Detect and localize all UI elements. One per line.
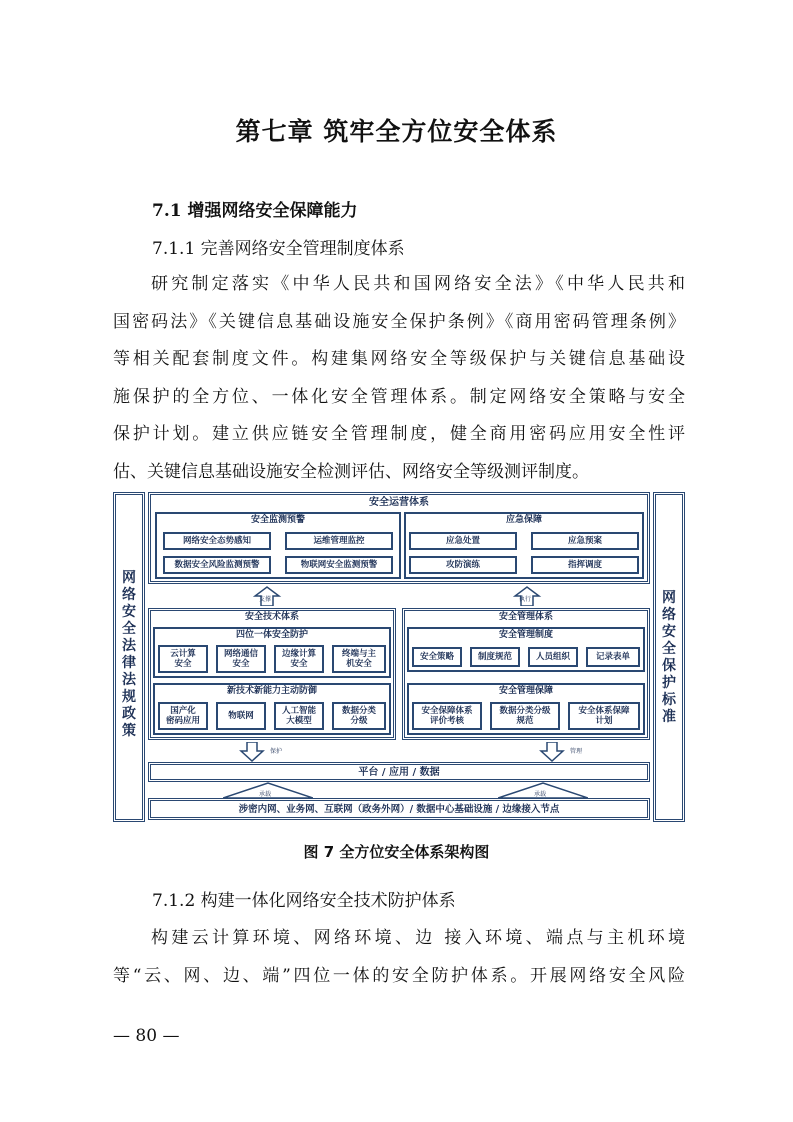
- monitor-item: 网络安全态势感知: [163, 532, 271, 550]
- four-in-one-item: 网络通信 安全: [216, 645, 266, 673]
- monitor-title: 安全监测预警: [250, 515, 305, 525]
- paragraph-line: 等相关配套制度文件。构建集网络安全等级保护与关键信息基础设: [113, 349, 685, 369]
- new-tech-title: 新技术新能力主动防御: [226, 686, 317, 696]
- paragraph-7-1-1: [113, 266, 685, 491]
- platform-label: 平台 / 应用 / 数据: [358, 766, 440, 778]
- mgmt-guard-item: 数据分类分级 规范: [490, 702, 560, 730]
- paragraph-line: 研究制定落实《中华人民共和国网络安全法》《中华人民共和: [151, 274, 685, 294]
- infra-label: 涉密内网、业务网、互联网（政务外网）/ 数据中心基础设施 / 边缘接入节点: [238, 803, 560, 815]
- paragraph-line: 保护计划。建立供应链安全管理制度，健全商用密码应用安全性评: [113, 424, 685, 444]
- mgmt-sys-item: 安全策略: [412, 647, 462, 667]
- monitor-item: 运维管理监控: [285, 532, 393, 550]
- mgmt-guard-title: 安全管理保障: [498, 686, 553, 696]
- response-title: 应急保障: [505, 515, 542, 525]
- mgmt-system-title: 安全管理体系: [498, 612, 553, 622]
- four-in-one-item: 终端与主 机安全: [332, 645, 386, 673]
- mgmt-guard-item: 安全体系保障 计划: [568, 702, 640, 730]
- response-item: 应急处置: [409, 532, 517, 550]
- four-in-one-item: 云计算 安全: [158, 645, 208, 673]
- tech-system-title: 安全技术体系: [244, 612, 299, 622]
- new-tech-item: 人工智能 大模型: [274, 702, 324, 730]
- mgmt-guard-item: 安全保障体系 评价考核: [412, 702, 482, 730]
- monitor-item: 数据安全风险监测预警: [163, 556, 271, 574]
- paragraph-line: 施保护的全方位、一体化安全管理体系。制定网络安全策略与安全: [113, 386, 685, 407]
- figure-caption: 图 7 全方位安全体系架构图: [303, 843, 490, 861]
- arrow-label-execute: 执行: [519, 596, 532, 603]
- mgmt-sys-item: 人员组织: [528, 647, 578, 667]
- right-pillar-label: 网络安全保护标准: [662, 590, 676, 725]
- response-item: 攻防演练: [409, 556, 517, 574]
- page-number: — 80 —: [113, 1026, 180, 1046]
- down-arrow-icon: [238, 742, 268, 762]
- arrow-label-bearer: 承载: [534, 791, 547, 798]
- mgmt-sys-item: 制度规范: [470, 647, 520, 667]
- ops-system-title: 安全运营体系: [369, 496, 429, 508]
- four-in-one-item: 边缘计算 安全: [274, 645, 324, 673]
- chapter-title: 第七章 筑牢全方位安全体系: [235, 117, 558, 146]
- mgmt-sys-item: 记录表单: [586, 647, 640, 667]
- response-item: 应急预案: [531, 532, 639, 550]
- left-pillar-label: 网络安全法律法规政策: [122, 570, 136, 739]
- paragraph-line: 国密码法》《关键信息基础设施安全保护条例》《商用密码管理条例》: [113, 311, 685, 332]
- arrow-label-bearer: 承载: [259, 791, 272, 798]
- four-in-one-title: 四位一体安全防护: [235, 630, 308, 640]
- paragraph-line: 构建云计算环境、网络环境、边 接入环境、端点与主机环境: [151, 928, 685, 948]
- new-tech-item: 数据分类 分级: [332, 702, 386, 730]
- section-heading-7-1: 7.1 增强网络安全保障能力: [152, 201, 358, 221]
- arrow-label-protect: 保护: [270, 748, 283, 755]
- down-arrow-icon: [538, 742, 568, 762]
- monitor-item: 物联网安全监测预警: [285, 556, 393, 574]
- paragraph-7-1-2: [113, 920, 685, 995]
- section-heading-7-1-2: 7.1.2 构建一体化网络安全技术防护体系: [152, 891, 456, 911]
- mgmt-sys-title: 安全管理制度: [498, 630, 553, 640]
- new-tech-item: 物联网: [216, 702, 266, 730]
- paragraph-line: 估、关键信息基础设施安全检测评估、网络安全等级测评制度。: [113, 461, 589, 482]
- section-heading-7-1-1: 7.1.1 完善网络安全管理制度体系: [152, 239, 405, 259]
- arrow-label-support: 支撑: [259, 596, 272, 603]
- architecture-diagram: [113, 490, 685, 822]
- response-item: 指挥调度: [531, 556, 639, 574]
- paragraph-line: 等“云、网、边、端”四位一体的安全防护体系。开展网络安全风险: [113, 965, 685, 986]
- arrow-label-manage: 管理: [570, 748, 583, 755]
- new-tech-item: 国产化 密码应用: [158, 702, 208, 730]
